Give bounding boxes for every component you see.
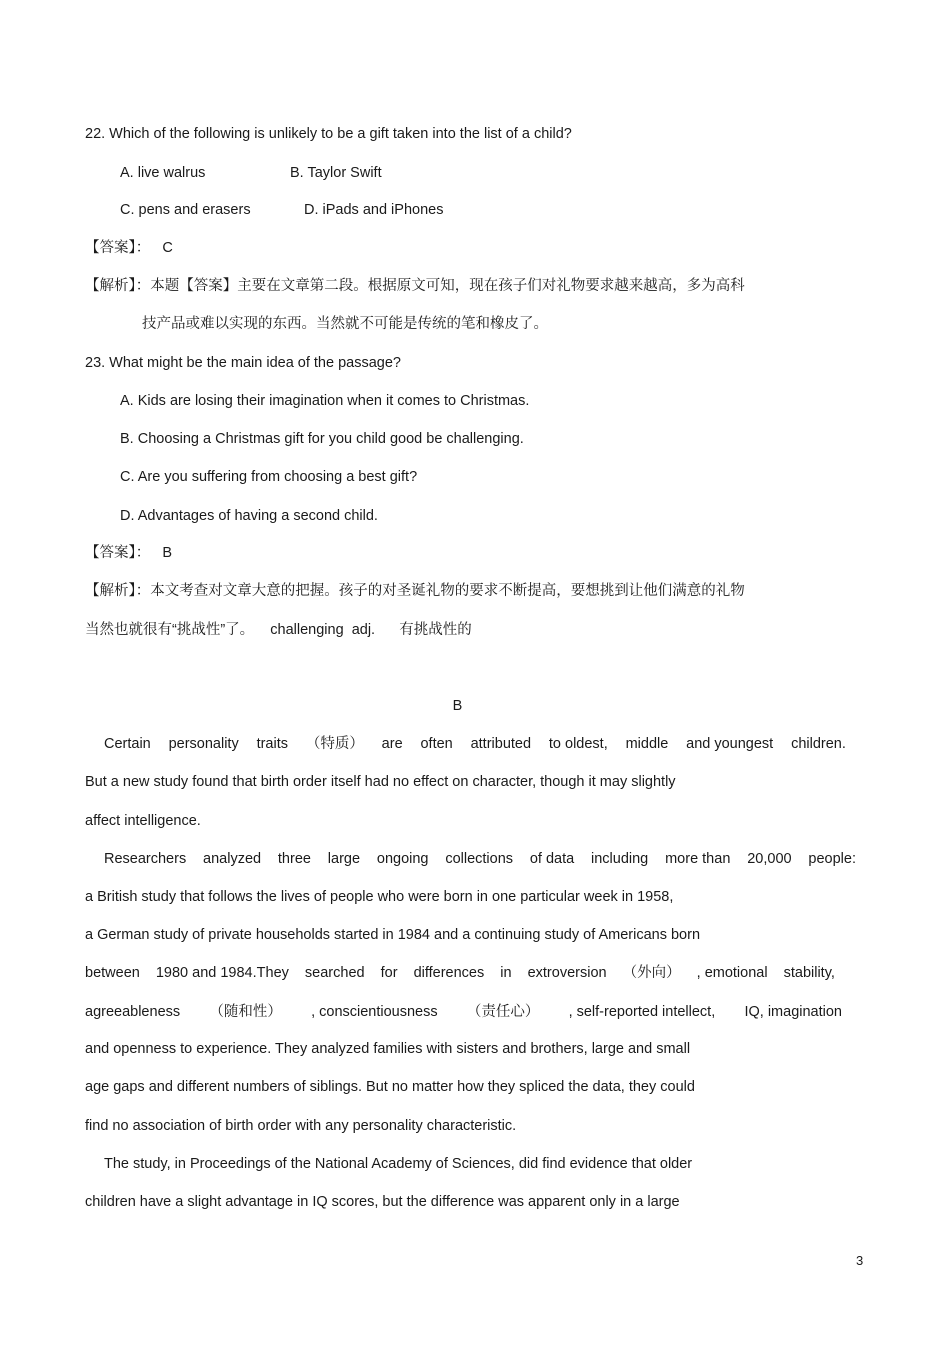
q22-option-d: D. iPads and iPhones — [304, 202, 444, 218]
p1-line-2: But a new study found that birth order itself had no effect on character, though it may slightly — [85, 774, 676, 790]
q22-option-a: A. live walrus — [120, 165, 206, 181]
word: 1980 and 1984.They — [155, 965, 289, 981]
word: analyzed — [203, 851, 262, 867]
word: collections — [445, 851, 514, 867]
word: searched — [304, 965, 365, 981]
question-22: 22. Which of the following is unlikely to be a gift taken into the list of a child? — [85, 126, 572, 142]
word: personality — [168, 736, 239, 752]
p1-line-1 — [104, 734, 846, 754]
word: and youngest — [686, 736, 774, 752]
word: attributed — [470, 736, 532, 752]
page-number: 3 — [856, 1253, 864, 1268]
q23-option-c: C. Are you suffering from choosing a best gift? — [120, 469, 418, 485]
p2-line-8: find no association of birth order with any personality characteristic. — [85, 1118, 517, 1134]
word: often — [420, 736, 453, 752]
word: （随和性） — [209, 1004, 282, 1020]
word: are — [381, 736, 403, 752]
word: , self-reported intellect, — [568, 1004, 716, 1020]
p2-line-7: age gaps and different numbers of siblings. But no matter how they spliced the data, they could — [85, 1079, 695, 1095]
word: children. — [791, 736, 846, 752]
q23-analysis-line-1: 【解析】：本文考查对文章大意的把握。孩子的对圣诞礼物的要求不断提高，要想挑到让他们满意的礼物 — [85, 583, 745, 599]
word: middle — [625, 736, 669, 752]
word: more than — [665, 851, 731, 867]
p2-line-5 — [85, 1002, 842, 1022]
q23-answer: 【答案】： B — [85, 545, 173, 561]
q23-option-d: D. Advantages of having a second child. — [120, 508, 378, 524]
q22-analysis-line-1: 【解析】：本题【答案】主要在文章第二段。根据原文可知，现在孩子们对礼物要求越来越高，多为高科 — [85, 278, 745, 294]
word: , conscientiousness — [311, 1004, 438, 1020]
word: 20,000 — [747, 851, 792, 867]
word: of data — [529, 851, 575, 867]
p2-line-4 — [85, 963, 835, 983]
word: stability, — [783, 965, 835, 981]
word: including — [591, 851, 649, 867]
word: people: — [808, 851, 856, 867]
p1-line-3: affect intelligence. — [85, 813, 201, 829]
word: differences — [413, 965, 485, 981]
p2-line-1 — [104, 849, 856, 869]
word: ongoing — [376, 851, 429, 867]
word: （责任心） — [466, 1004, 540, 1020]
word: （特质） — [305, 736, 364, 752]
q22-analysis-line-2: 技产品或难以实现的东西。当然就不可能是传统的笔和橡皮了。 — [142, 316, 548, 332]
p3-line-1: The study, in Proceedings of the National Academy of Sciences, did find evidence that older — [104, 1156, 693, 1172]
q23-option-b: B. Choosing a Christmas gift for you child good be challenging. — [120, 431, 524, 447]
p2-line-6: and openness to experience. They analyzed families with sisters and brothers, large and small — [85, 1041, 691, 1057]
word: IQ, imagination — [744, 1004, 842, 1020]
q22-option-c: C. pens and erasers — [120, 202, 251, 218]
q22-option-b: B. Taylor Swift — [290, 165, 382, 181]
word: in — [500, 965, 512, 981]
word: traits — [256, 736, 288, 752]
word: large — [327, 851, 361, 867]
question-23: 23. What might be the main idea of the passage? — [85, 355, 401, 371]
word: , emotional — [696, 965, 768, 981]
p3-line-2: children have a slight advantage in IQ scores, but the difference was apparent only in a large — [85, 1194, 680, 1210]
p2-line-3: a German study of private households started in 1984 and a continuing study of Americans born — [85, 927, 701, 943]
word: （外向） — [622, 965, 681, 981]
word: Certain — [104, 736, 151, 752]
word: to oldest, — [548, 736, 608, 752]
word: for — [380, 965, 398, 981]
q23-option-a: A. Kids are losing their imagination when it comes to Christmas. — [120, 393, 530, 409]
word: Researchers — [104, 851, 187, 867]
word: three — [277, 851, 311, 867]
word: between — [85, 965, 140, 981]
word: agreeableness — [85, 1004, 181, 1020]
word: extroversion — [527, 965, 607, 981]
q23-analysis-line-2: 当然也就很有“挑战性”了。 challenging adj. 有挑战性的 — [85, 622, 472, 638]
section-heading: B — [452, 698, 463, 714]
q22-answer: 【答案】： C — [85, 240, 173, 256]
p2-line-2: a British study that follows the lives of people who were born in one particular week in 1958, — [85, 889, 674, 905]
